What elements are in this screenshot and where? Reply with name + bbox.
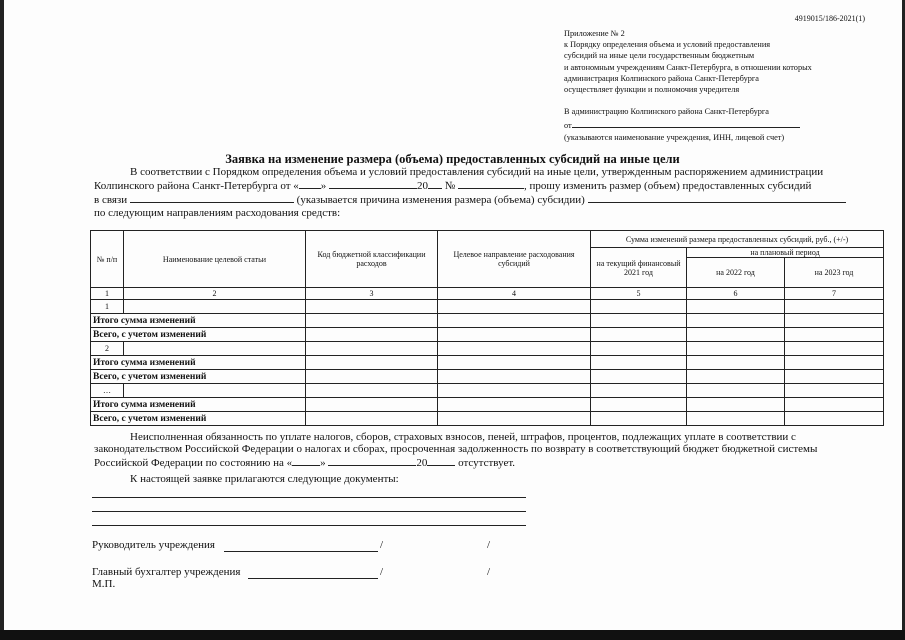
accountant-signature-line [248,577,378,579]
header-2022: на 2022 год [687,258,785,288]
table-row [91,328,884,342]
table-row [91,370,884,384]
addressee: В администрацию Колпинского района Санкт-Петербурга [564,107,769,117]
annex-line: и автономным учреждениям Санкт-Петербурга, в отношении которых [564,62,812,72]
intro-paragraph: В соответствии с Порядком определения объема и условий предоставления субсидий на иные цели, утвержденным распоряжением администрации Колпинского района Санкт-Петербурга от « » 20 № , прошу изменить размер (объем) предоставленных субсидий в связи (указывается причина изменения размера (объема) субсидии) по следующим направлениям расходования средств: [94,166,874,219]
obligation-paragraph: Неисполненная обязанность по уплате налогов, сборов, страховых взносов, пеней, штрафов, процентов, подлежащих уплате в соответствии с законодательством Российской Федерации о налогах и сборах, просроченная задолженность по возврату в соответствующий бюджет бюджетной системы Российской Федерации по состоянию на « » 20 отсутствует. [94,431,818,470]
table-row [91,356,884,370]
header-name: Наименование целевой статьи [124,231,306,288]
accountant-signature-label: Главный бухгалтер учреждения [92,566,241,578]
table-row [91,300,884,314]
signature-slash: / [487,566,491,578]
subsidy-table [90,230,884,426]
table-row [91,398,884,412]
total-with-label: Всего, с учетом изменений [91,412,306,426]
page-title: Заявка на изменение размера (объема) предоставленных субсидий на иные цели [225,152,680,166]
signature-slash: / [487,539,491,551]
from-hint: (указываются наименование учреждения, ИНН, лицевой счет) [564,132,785,142]
header-plan-period: на плановый период [687,248,884,258]
stamp-label: М.П. [92,578,116,590]
total-changes-label: Итого сумма изменений [91,314,306,328]
group-number: … [91,384,124,398]
total-with-label: Всего, с учетом изменений [91,370,306,384]
header-current-year: на текущий финансовый 2021 год [591,248,687,288]
total-with-label: Всего, с учетом изменений [91,328,306,342]
annex-line: к Порядку определения объема и условий предоставления [564,40,771,50]
head-signature-line [224,550,378,552]
annex-line: Приложение № 2 [564,29,625,38]
total-changes-label: Итого сумма изменений [91,398,306,412]
document-line [92,524,526,526]
header-2023: на 2023 год [785,258,884,288]
attached-documents-label: К настоящей заявке прилагаются следующие документы: [130,473,399,485]
scan-edge-left [0,0,4,640]
scan-edge-bottom [0,630,905,640]
header-sum: Сумма изменений размера предоставленных субсидий, руб., (+/-) [591,231,884,248]
document-line [92,496,526,498]
table-row [91,314,884,328]
from-line: от [564,117,812,131]
annex-line: осуществляет функции и полномочия учредителя [564,85,740,95]
signature-slash: / [380,539,384,551]
table-row [91,412,884,426]
annex-line: администрация Колпинского района Санкт-Петербурга [564,73,759,83]
group-number: 2 [91,342,124,356]
annex-block [564,28,812,143]
signature-slash: / [380,566,384,578]
group-number: 1 [91,300,124,314]
column-number-row: 1 2 3 4 5 6 7 [91,288,884,300]
total-changes-label: Итого сумма изменений [91,356,306,370]
table-row [91,342,884,356]
annex-line: субсидий на иные цели государственным бюджетным [564,51,755,61]
document-id: 4919015/186-2021(1) [794,14,865,23]
table-row [91,384,884,398]
header-purpose: Целевое направление расходования субсидий [438,231,591,288]
document-line [92,510,526,512]
header-num: № п/п [91,231,124,288]
head-signature-label: Руководитель учреждения [92,539,215,551]
header-code: Код бюджетной классификации расходов [306,231,438,288]
